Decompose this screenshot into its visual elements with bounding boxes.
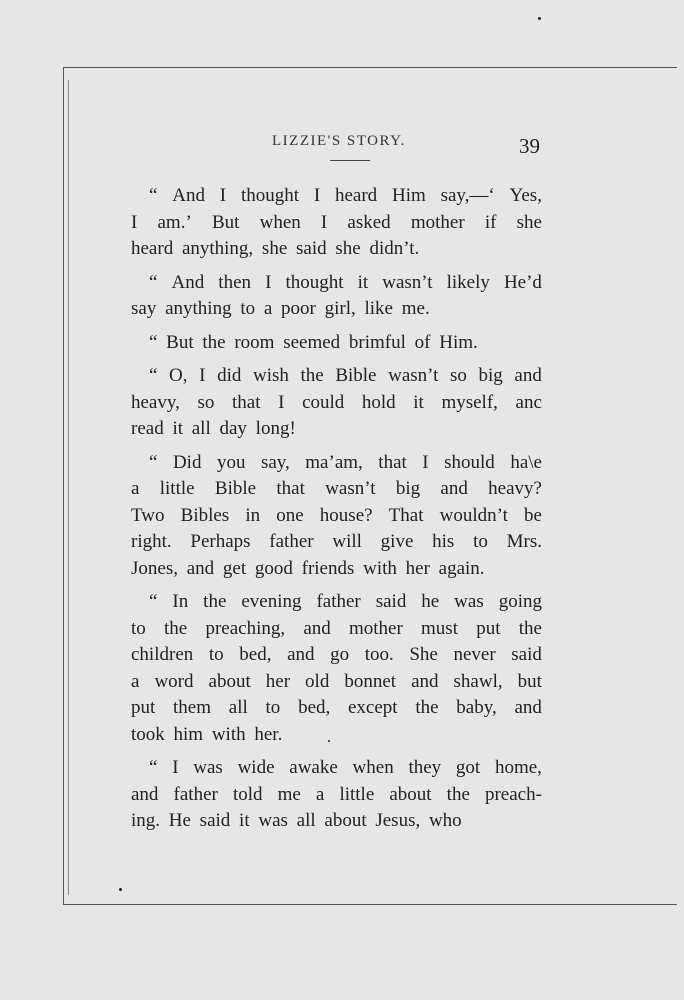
body-text [131, 183, 542, 842]
page-number: 39 [519, 134, 540, 158]
text-line: took him with her. [131, 723, 283, 745]
text-line: a little Bible that wasn’t big and heavy? [131, 478, 542, 499]
paragraph [131, 755, 542, 835]
text-line: heavy, so that I could hold it myself, anc [131, 391, 542, 413]
paragraph [131, 363, 542, 443]
ink-speck [119, 888, 122, 891]
text-line: say anything to a poor girl, like me. [131, 298, 430, 319]
paragraph [131, 450, 542, 583]
text-line: heard anything, she said she didn’t. [131, 238, 420, 259]
paragraph [131, 330, 542, 357]
ink-speck [538, 17, 541, 20]
text-line: I am.’ But when I asked mother if she [131, 211, 542, 233]
text-line: read it all day long! [131, 418, 296, 439]
text-line: “ I was wide awake when they got home, [149, 757, 542, 778]
text-line: and father told me a little about the preach- [131, 783, 542, 805]
text-line: “ And I thought I heard Him say,—‘ Yes, [149, 185, 542, 206]
paragraph [131, 589, 542, 748]
text-line: “ And then I thought it wasn’t likely He’d [149, 271, 542, 293]
text-line: “ But the room seemed brimful of Him. [149, 331, 478, 353]
text-line: “ O, I did wish the Bible wasn’t so big and [149, 365, 542, 386]
paragraph [131, 270, 542, 323]
text-line: to the preaching, and mother must put the [131, 617, 542, 639]
text-line: right. Perhaps father will give his to Mrs. [131, 531, 542, 552]
text-line: “ In the evening father said he was going [149, 591, 542, 612]
running-title: LIZZIE'S STORY. [272, 133, 406, 149]
paragraph [131, 183, 542, 263]
title-rule [330, 160, 370, 161]
text-line: children to bed, and go too. She never said [131, 644, 542, 665]
text-line: ing. He said it was all about Jesus, who [131, 810, 462, 831]
text-line: “ Did you say, ma’am, that I should ha\e [149, 451, 542, 473]
text-line: a word about her old bonnet and shawl, but [131, 670, 542, 692]
page-border-inner-line [68, 80, 72, 895]
text-line: put them all to bed, except the baby, and [131, 697, 542, 718]
text-line: Two Bibles in one house? That wouldn’t be [131, 504, 542, 526]
text-line: Jones, and get good friends with her again. [131, 557, 485, 579]
